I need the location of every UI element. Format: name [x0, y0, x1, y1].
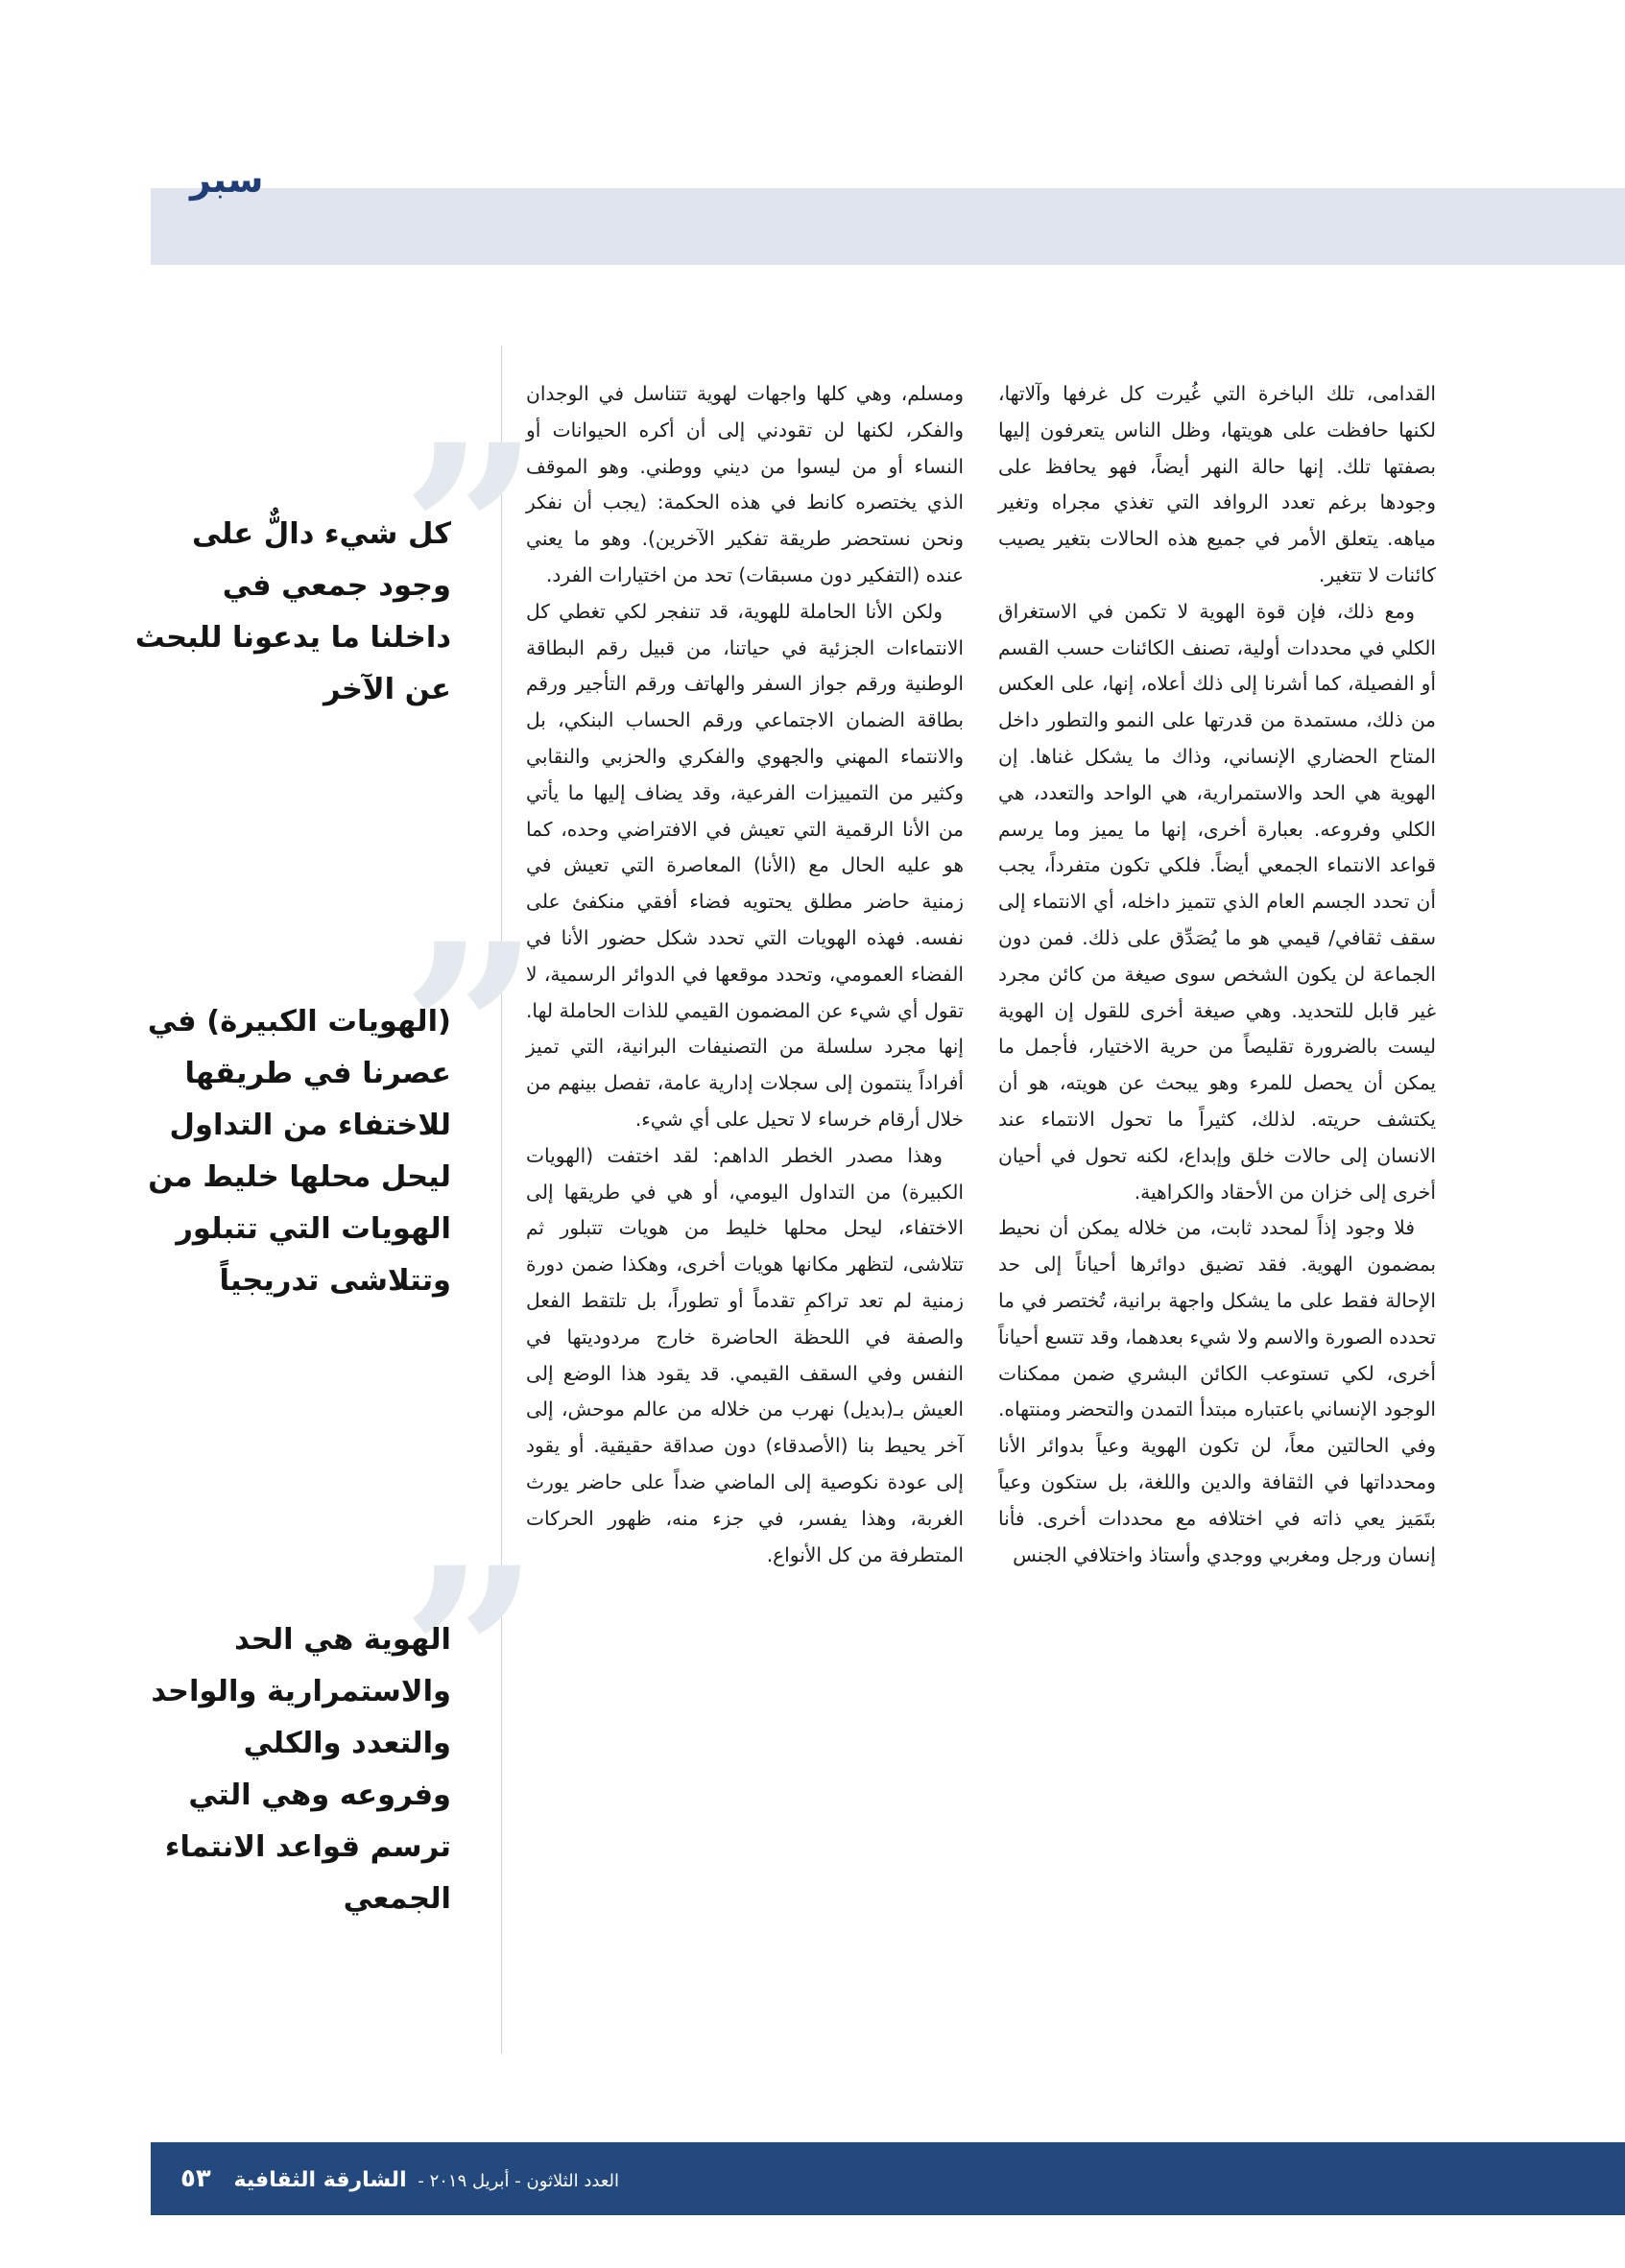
pull-quote: كل شيء دالٌّ على وجود جمعي في داخلنا ما يدعونا للبحث عن الآخر	[134, 517, 451, 706]
quote-mark-icon: ”	[401, 392, 539, 674]
article-paragraph: ولكن الأنا الحاملة للهوية، قد تنفجر لكي تغطي كل الانتماءات الجزئية في حياتنا، من قبيل رقم البطاقة الوطنية ورقم جواز السفر والهاتف ورقم التأجير ورقم بطاقة الضمان الاجتماعي ورقم الحساب البنكي، بل والانتماء المهني والجهوي والفكري والحزبي والنقابي وكثير من التمييزات الفرعية، وقد يضاف إليها ما يأتي من الأنا الرقمية التي تعيش في الافتراضي وحده، كما هو عليه الحال مع (الأنا) المعاصرة التي تعيش في زمنية حاضر مطلق يحتويه فضاء أفقي منكفئ على نفسه. فهذه الهويات التي تحدد شكل حضور الأنا في الفضاء العمومي، وتحدد موقعها في الدوائر الرسمية، لا تقول أي شيء عن المضمون القيمي للذات الحاملة لها. إنها مجرد سلسلة من التصنيفات البرانية، التي تميز أفراداً ينتمون إلى سجلات إدارية عامة، تفصل بينهم من خلال أرقام خرساء لا تحيل على أي شيء.	[526, 599, 964, 1131]
header-band	[151, 188, 1625, 265]
article-paragraph: القدامى، تلك الباخرة التي غُيرت كل غرفها وآلاتها، لكنها حافظت على هويتها، وظل الناس يتعرفون إليها بصفتها تلك. إنها حالة النهر أيضاً، فهو يحافظ على وجودها برغم تعدد الروافد التي تغذي مجراه وتغير مياهه. يتعلق الأمر في جميع هذه الحالات بتغير يصيب كائنات لا تتغير.	[998, 382, 1436, 586]
magazine-name: الشارقة الثقافية	[233, 2168, 407, 2192]
page-number: ٥٣	[180, 2164, 211, 2193]
pull-quote: الهوية هي الحد والاستمرارية والواحد والتعدد والكلي وفروعه وهي التي ترسم قواعد الانتماء الجمعي	[151, 1623, 451, 1916]
footer	[180, 2164, 619, 2196]
article-paragraph: وهذا مصدر الخطر الداهم: لقد اختفت (الهويات الكبيرة) من التداول اليومي، أو هي في طريقها إلى الاختفاء، ليحل محلها خليط من هويات تتبلور ثم تتلاشى، لتظهر مكانها هويات أخرى، وهكذا ضمن دورة زمنية لم تعد تراكمِ تقدماً أو تطوراً، بل تلتقط الفعل والصفة في اللحظة الحاضرة خارج مردوديتها في النفس وفي السقف القيمي. قد يقود هذا الوضع إلى العيش بـ(بديل) نهرب من خلاله من عالم موحش، إلى آخر يحيط بنا (الأصدقاء) دون صداقة حقيقية. أو يقود إلى عودة نكوصية إلى الماضي ضداً على حاضر يورث الغربة، وهذا يفسر، في جزء منه، ظهور الحركات المتطرفة من كل الأنواع.	[526, 1143, 964, 1566]
article-column-right	[998, 376, 1436, 1573]
section-title: سبر	[190, 158, 264, 201]
article-paragraph: ومع ذلك، فإن قوة الهوية لا تكمن في الاستغراق الكلي في محددات أولية، تصنف الكائنات حسب القسم أو الفصيلة، كما أشرنا إلى ذلك أعلاه، إنها، على العكس من ذلك، مستمدة من قدرتها على النمو والتطور داخل المتاح الحضاري الإنساني، وذاك ما يشكل غناها. إن الهوية هي الحد والاستمرارية، هي الواحد والتعدد، هي الكلي وفروعه. بعبارة أخرى، إنها ما يميز وما يرسم قواعد الانتماء الجمعي أيضاً. فلكي تكون متفرداً، يجب أن تحدد الجسم العام الذي تتميز داخله، أي الانتماء إلى سقف ثقافي/ قيمي هو ما يُصَدِّق على ذلك. فمن دون الجماعة لن يكون الشخص سوى صيغة من كائن مجرد غير قابل للتحديد. وهي صيغة أخرى للقول إن الهوية ليست بالضرورة تقليصاً من حرية الاختيار، فأجمل ما يمكن أن يحصل للمرء وهو يبحث عن هويته، هو أن يكتشف حريته. لذلك، كثيراً ما تحول الانتماء عند الانسان إلى حالات خلق وإبداع، لكنه تحول في أحيان أخرى إلى خزان من الأحقاد والكراهية.	[998, 599, 1436, 1204]
article-column-middle	[526, 376, 964, 1573]
pull-quote: (الهويات الكبيرة) في عصرنا في طريقها للاختفاء من التداول ليحل محلها خليط من الهويات التي تتبلور وتتلاشى تدريجياً	[147, 1005, 451, 1298]
issue-info: العدد الثلاثون - أبريل ٢٠١٩ -	[418, 2171, 620, 2191]
article-paragraph: ومسلم، وهي كلها واجهات لهوية تتناسل في الوجدان والفكر، لكنها لن تقودني إلى أن أكره الحيوانات أو النساء أو من ليسوا من ديني ووطني. وهو الموقف الذي يختصره كانط في هذه الحكمة: (يجب أن نفكر ونحن نستحضر طريقة تفكير الآخرين). وهو ما يعني عنده (التفكير دون مسبقات) تحد من اختيارات الفرد.	[526, 382, 964, 586]
quote-mark-icon: ”	[401, 1515, 539, 1797]
quote-mark-icon: ”	[401, 891, 539, 1173]
article-paragraph: فلا وجود إذاً لمحدد ثابت، من خلاله يمكن أن نحيط بمضمون الهوية. فقد تضيق دوائرها أحياناً إلى حد الإحالة فقط على ما يشكل واجهة برانية، تُختصر في ما تحدده الصورة والاسم ولا شيء بعدهما، وقد تتسع أحياناً أخرى، لكي تستوعب الكائن البشري ضمن ممكنات الوجود الإنساني باعتباره مبتدأ التمدن والتحضر ومنتهاه. وفي الحالتين معاً، لن تكون الهوية وعياً بدوائر الأنا ومحدداتها في الثقافة والدين واللغة، بل ستكون وعياً بتَمَيز يعي ذاته في اختلافه مع محددات أخرى. فأنا إنسان ورجل ومغربي ووجدي وأستاذ واختلافي الجنس	[998, 1216, 1436, 1566]
